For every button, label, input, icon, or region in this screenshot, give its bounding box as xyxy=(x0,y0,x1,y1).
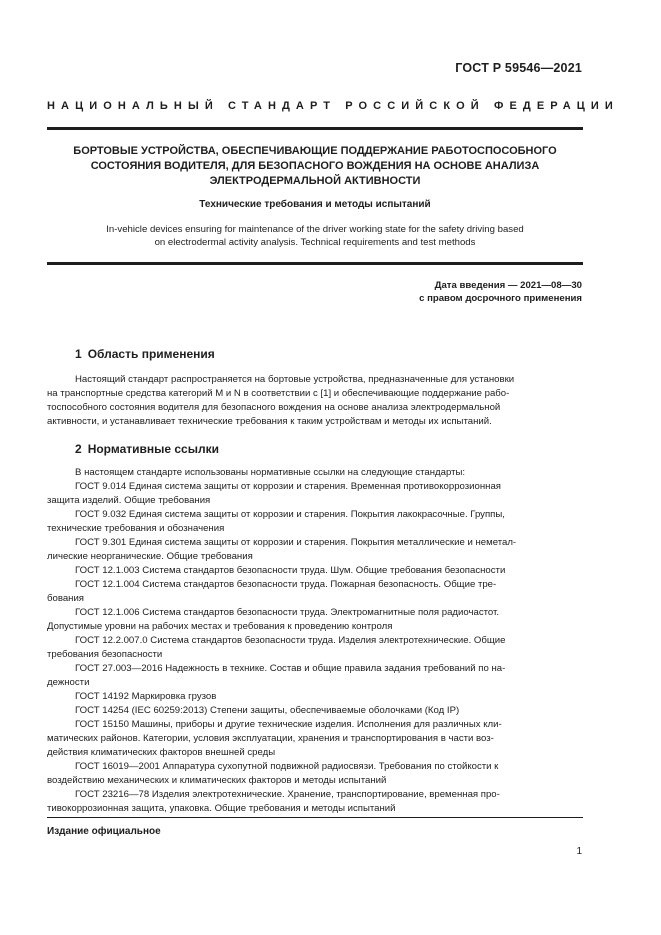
header-divider xyxy=(47,127,583,130)
reference-line: бования xyxy=(47,593,85,604)
reference-line: ГОСТ 9.014 Единая система защиты от коррозии и старения. Временная противокоррозионная xyxy=(75,481,501,492)
english-title-line: In-vehicle devices ensuring for maintenance of the driver working state for the safety driving based xyxy=(106,224,524,235)
reference-line: ГОСТ 9.301 Единая система защиты от коррозии и старения. Покрытия металлические и неметал- xyxy=(75,537,517,548)
section-number: 1 xyxy=(75,347,82,361)
reference-line: защита изделий. Общие требования xyxy=(47,495,211,506)
title-line: БОРТОВЫЕ УСТРОЙСТВА, ОБЕСПЕЧИВАЮЩИЕ ПОДДЕРЖАНИЕ РАБОТОСПОСОБНОГО xyxy=(73,145,557,157)
reference-line: Допустимые уровни на рабочих местах и требования к проведению контроля xyxy=(47,621,393,632)
document-subtitle: Технические требования и методы испытаний xyxy=(199,199,431,210)
early-application-note: с правом досрочного применения xyxy=(419,293,582,304)
reference-line: ГОСТ 27.003—2016 Надежность в технике. Состав и общие правила задания требований по на- xyxy=(75,663,506,674)
section-title: Область применения xyxy=(87,347,215,361)
english-title-line: on electrodermal activity analysis. Technical requirements and test methods xyxy=(154,237,476,248)
references-list xyxy=(47,466,583,816)
introduction-date xyxy=(419,279,582,305)
reference-line: матических районов. Категории, условия эксплуатации, хранения и транспортирования в части воз- xyxy=(47,733,494,744)
section-title: Нормативные ссылки xyxy=(87,442,219,456)
reference-line: ГОСТ 9.032 Единая система защиты от коррозии и старения. Покрытия лакокрасочные. Группы, xyxy=(75,509,505,520)
paragraph-line: тоспособного состояния водителя для безопасного вождения на основе анализа электродермальной xyxy=(47,402,501,413)
reference-line: ГОСТ 12.1.004 Система стандартов безопасности труда. Пожарная безопасность. Общие тре- xyxy=(75,579,497,590)
paragraph-line: Настоящий стандарт распространяется на бортовые устройства, предназначенные для установки xyxy=(75,374,515,385)
title-divider xyxy=(47,262,583,265)
reference-line: ГОСТ 23216—78 Изделия электротехнические. Хранение, транспортирование, временная про- xyxy=(75,789,500,800)
reference-line: ГОСТ 16019—2001 Аппаратура сухопутной подвижной радиосвязи. Требования по стойкости к xyxy=(75,761,499,772)
introduction-date-line: Дата введения — 2021—08—30 xyxy=(434,280,582,291)
official-edition-label: Издание официальное xyxy=(47,826,161,837)
footer-divider xyxy=(47,817,583,818)
reference-line: ГОСТ 14254 (IEC 60259:2013) Степени защиты, обеспечиваемые оболочками (Код IP) xyxy=(75,705,460,716)
reference-line: лические неорганические. Общие требования xyxy=(47,551,253,562)
document-number: ГОСТ Р 59546—2021 xyxy=(455,61,582,75)
reference-line: ГОСТ 12.1.003 Система стандартов безопасности труда. Шум. Общие требования безопасности xyxy=(75,565,506,576)
reference-line: ГОСТ 12.1.006 Система стандартов безопасности труда. Электромагнитные поля радиочастот. xyxy=(75,607,500,618)
reference-line: ГОСТ 14192 Маркировка грузов xyxy=(75,691,217,702)
reference-line: технические требования и обозначения xyxy=(47,523,225,534)
english-title xyxy=(47,223,583,249)
paragraph-line: на транспортные средства категорий M и N в соответствии с [1] и обеспечивающие поддержание рабо- xyxy=(47,388,510,399)
national-standard-heading: НАЦИОНАЛЬНЫЙ СТАНДАРТ РОССИЙСКОЙ ФЕДЕРАЦИИ xyxy=(47,100,619,112)
reference-line: ГОСТ 15150 Машины, приборы и другие технические изделия. Исполнения для различных кли- xyxy=(75,719,502,730)
reference-line: ГОСТ 12.2.007.0 Система стандартов безопасности труда. Изделия электротехнические. Общие xyxy=(75,635,506,646)
reference-line: В настоящем стандарте использованы нормативные ссылки на следующие стандарты: xyxy=(75,467,466,478)
section-number: 2 xyxy=(75,442,82,456)
title-line: СОСТОЯНИЯ ВОДИТЕЛЯ, ДЛЯ БЕЗОПАСНОГО ВОЖДЕНИЯ НА ОСНОВЕ АНАЛИЗА xyxy=(90,160,540,172)
reference-line: дежности xyxy=(47,677,90,688)
reference-line: воздействию механических и климатических факторов и методы испытаний xyxy=(47,775,387,786)
title-line: ЭЛЕКТРОДЕРМАЛЬНОЙ АКТИВНОСТИ xyxy=(209,175,421,187)
reference-line: требования безопасности xyxy=(47,649,163,660)
section-heading-references xyxy=(75,442,219,456)
reference-line: тивокоррозионная защита, упаковка. Общие требования и методы испытаний xyxy=(47,803,396,814)
scope-paragraph xyxy=(47,373,583,429)
reference-line: действия климатических факторов внешней среды xyxy=(47,747,276,758)
paragraph-line: активности, и устанавливает технические требования к таким устройствам и методы их испытаний. xyxy=(47,416,492,427)
document-title xyxy=(47,144,583,189)
page-number: 1 xyxy=(576,846,582,857)
section-heading-scope xyxy=(75,347,215,361)
